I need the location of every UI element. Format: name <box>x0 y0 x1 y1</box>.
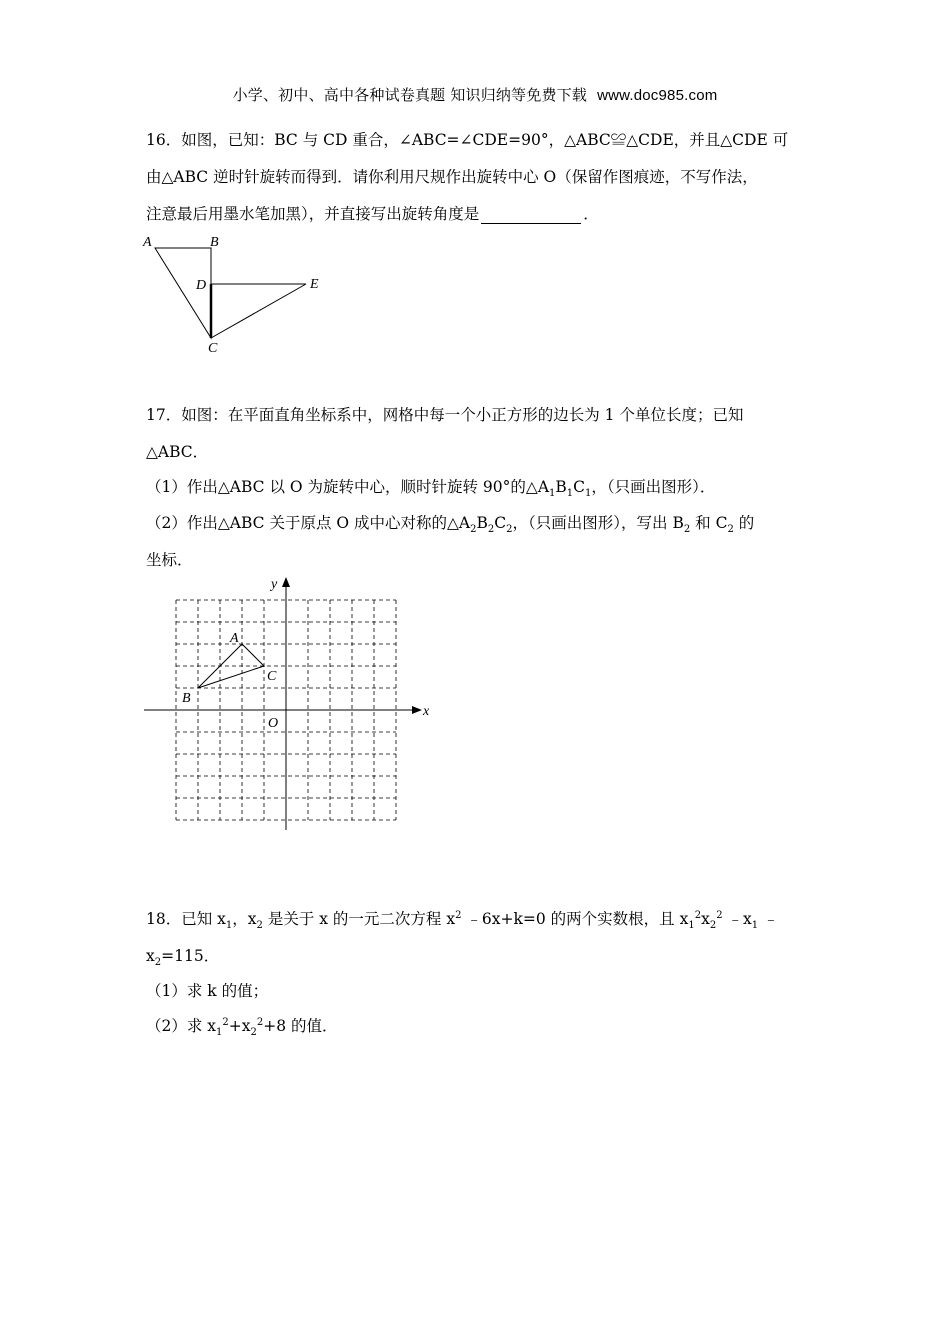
q16-line-3 <box>146 202 599 224</box>
q18-line-2 <box>146 944 220 969</box>
t: 2 <box>487 524 495 536</box>
t: 1 <box>688 920 695 932</box>
header-text: 小学、初中、高中各种试卷真题 知识归纳等免费下载 <box>232 86 588 104</box>
t: 的 <box>733 514 755 532</box>
t: （1）作出△ABC 以 O 为旋转中心，顺时针旋转 90°的△A <box>146 478 550 496</box>
t: 2 <box>256 920 263 932</box>
t: 1 <box>549 488 556 500</box>
page-header <box>0 84 950 105</box>
segment-ec <box>211 284 306 338</box>
coordinate-grid <box>140 575 430 830</box>
q16-line-3-end: ． <box>583 205 599 223</box>
t: ﹣x <box>722 910 752 928</box>
t: +8 的值． <box>263 1017 338 1035</box>
t: 2 <box>694 909 702 921</box>
t: 2 <box>154 957 162 969</box>
t: 1 <box>216 1027 223 1039</box>
t: +x <box>228 1017 251 1035</box>
t: B <box>555 478 567 496</box>
t: 2 <box>455 909 462 921</box>
q17-part-2-line-2: 坐标． <box>146 551 193 569</box>
label-e: E <box>310 277 319 292</box>
t: 2 <box>716 909 723 921</box>
t: 2 <box>683 524 691 536</box>
q18-line-1 <box>146 907 779 932</box>
t: 2 <box>470 524 477 536</box>
origin-label: O <box>268 716 279 731</box>
t: 和 C <box>690 514 728 532</box>
point-label-b: B <box>182 691 191 706</box>
q17-part-2 <box>146 511 755 536</box>
t: ﹣6x+k=0 的两个实数根，且 x <box>461 910 689 928</box>
point-label-a: A <box>230 631 239 646</box>
y-axis-arrow <box>282 577 290 587</box>
t: x <box>701 910 710 928</box>
t: ，x <box>232 910 257 928</box>
header-site: www.doc985.com <box>597 87 718 104</box>
t: C <box>573 478 586 496</box>
t: 1 <box>585 488 592 500</box>
t: 2 <box>222 1016 229 1028</box>
label-c: C <box>208 341 218 356</box>
t: 1 <box>225 920 233 932</box>
t: B <box>476 514 488 532</box>
x-axis-label: x <box>423 704 430 719</box>
label-b: B <box>210 235 219 250</box>
q16-line-2: 由△ABC 逆时针旋转而得到．请你利用尺规作出旋转中心 O（保留作图痕迹，不写作法， <box>146 168 758 186</box>
q17-part-1 <box>146 475 716 500</box>
point-label-c: C <box>267 669 277 684</box>
t: （2）求 x <box>146 1017 217 1035</box>
t: ，（只画出图形），写出 B <box>512 514 684 532</box>
t: 18．已知 x <box>146 910 226 928</box>
t: ﹣ <box>758 910 779 928</box>
q16-line-1: 16．如图，已知：BC 与 CD 重合，∠ABC=∠CDE=90°，△ABC≌△CDE，并且△CDE 可 <box>146 131 789 149</box>
t: =115． <box>161 947 220 965</box>
x-axis-arrow <box>412 706 422 714</box>
t: 2 <box>256 1016 264 1028</box>
q18-part-1: （1）求 k 的值； <box>146 982 269 1000</box>
label-a: A <box>143 235 152 250</box>
q16-figure <box>140 230 340 360</box>
t: 是关于 x 的一元二次方程 x <box>262 910 456 928</box>
q16-line-3-text: 注意最后用墨水笔加黑），并直接写出旋转角度是 <box>146 205 480 223</box>
t: x <box>146 947 155 965</box>
t: 2 <box>727 524 734 536</box>
q18-part-2 <box>146 1014 338 1039</box>
answer-blank <box>481 207 581 224</box>
q17-line-2: △ABC． <box>146 443 209 461</box>
triangle-abc <box>155 248 211 338</box>
q17-line-1: 17．如图：在平面直角坐标系中，网格中每一个小正方形的边长为 1 个单位长度；已知 <box>146 406 744 424</box>
label-d: D <box>196 278 207 293</box>
t: ，（只画出图形）． <box>591 478 716 496</box>
t: 1 <box>566 488 574 500</box>
t: （2）作出△ABC 关于原点 O 成中心对称的△A <box>146 514 471 532</box>
t: 1 <box>751 920 759 932</box>
t: 2 <box>709 920 717 932</box>
y-axis-label: y <box>271 577 278 592</box>
t: 2 <box>506 524 513 536</box>
t: 2 <box>250 1027 257 1039</box>
t: C <box>494 514 507 532</box>
